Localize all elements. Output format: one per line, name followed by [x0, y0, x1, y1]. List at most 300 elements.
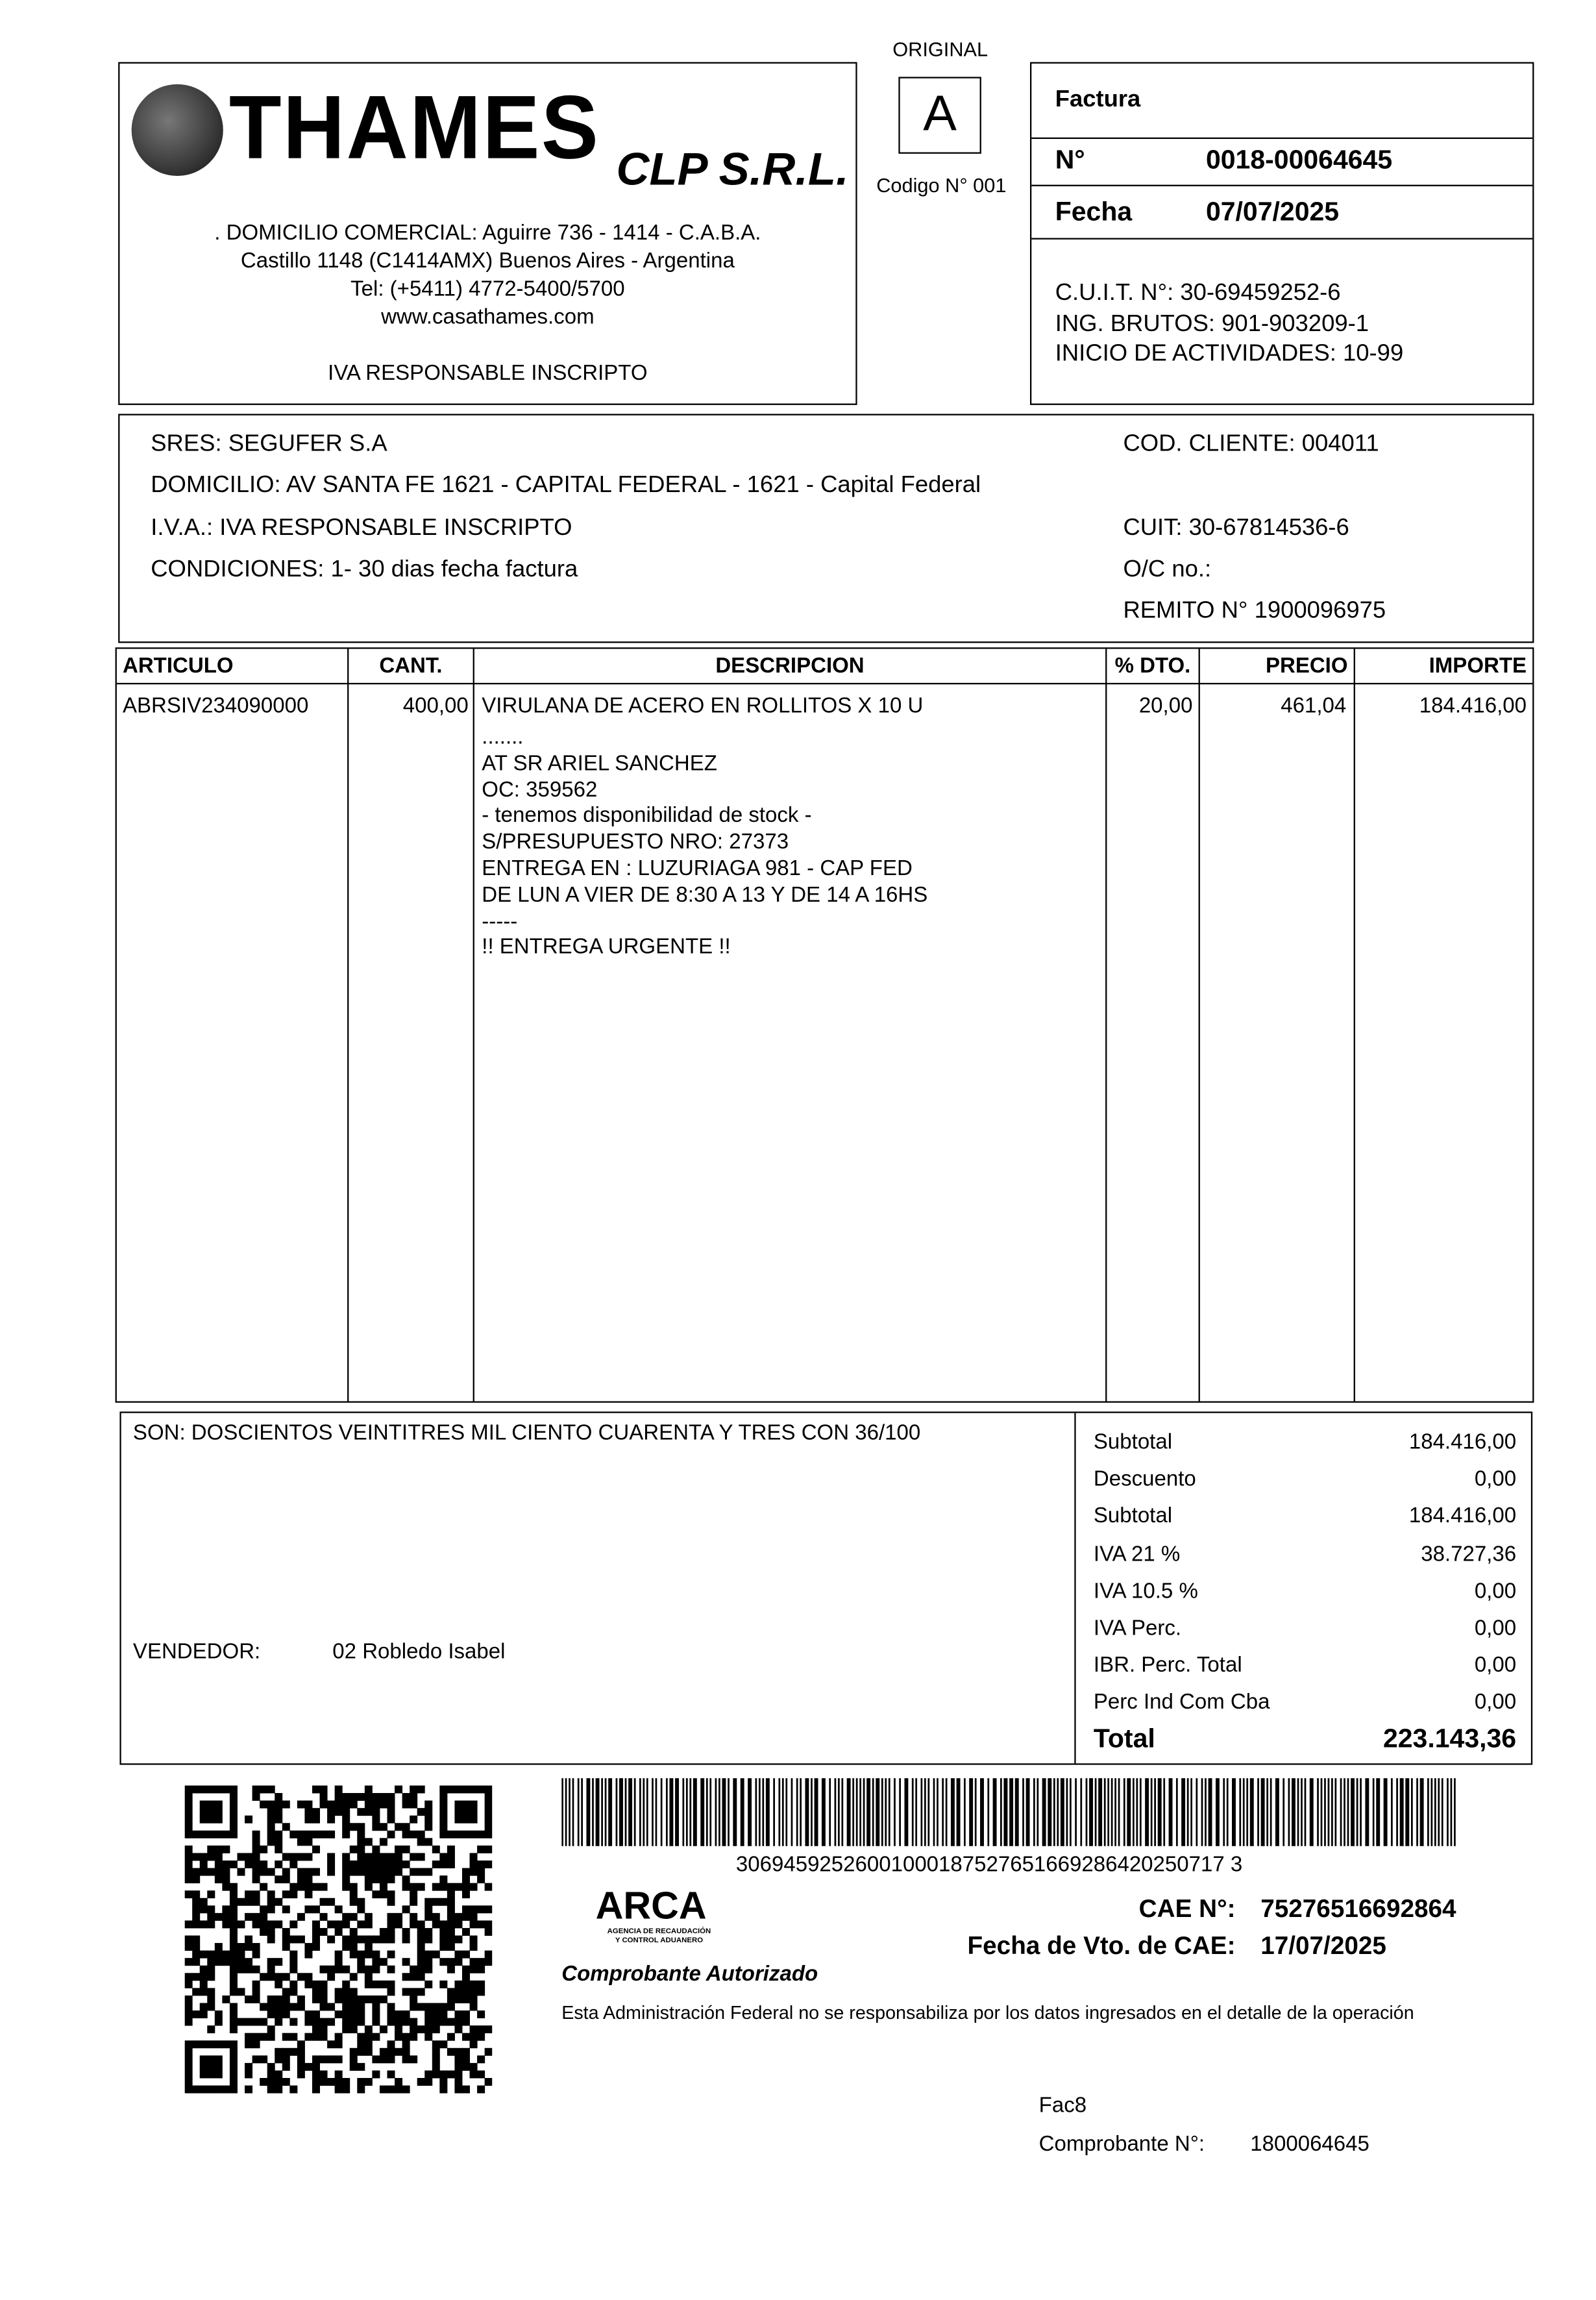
- qr-module: [230, 1861, 238, 1868]
- qr-module: [470, 1905, 478, 1913]
- qr-module: [304, 1853, 312, 1861]
- qr-module: [485, 1951, 493, 1959]
- qr-module: [350, 1973, 358, 1981]
- cell-cant: 400,00: [402, 695, 469, 719]
- qr-module: [185, 1808, 193, 1816]
- barcode-bar: [569, 1778, 571, 1846]
- qr-module: [342, 1861, 350, 1868]
- qr-module: [462, 2063, 470, 2071]
- qr-module: [357, 1846, 365, 1853]
- qr-module: [462, 2033, 470, 2041]
- qr-module: [462, 2018, 470, 2026]
- qr-module: [245, 2040, 252, 2048]
- qr-module: [327, 1898, 335, 1906]
- qr-module: [417, 1831, 425, 1838]
- totals-value: 184.416,00: [1408, 1505, 1517, 1529]
- qr-module: [402, 1958, 410, 1966]
- qr-module: [395, 1913, 402, 1921]
- qr-module: [485, 1823, 493, 1831]
- qr-module: [192, 1875, 200, 1883]
- qr-module: [372, 1981, 380, 1988]
- qr-module: [230, 1890, 238, 1898]
- qr-module: [424, 1905, 432, 1913]
- qr-module: [304, 2063, 312, 2071]
- barcode-bar: [1427, 1778, 1429, 1846]
- qr-module: [372, 1958, 380, 1966]
- qr-module: [222, 1958, 230, 1966]
- qr-module: [350, 1868, 358, 1876]
- totals-label: IBR. Perc. Total: [1093, 1654, 1242, 1678]
- barcode-bar: [748, 1778, 752, 1846]
- qr-module: [185, 1920, 193, 1928]
- barcode-bar: [1292, 1778, 1295, 1846]
- qr-module: [245, 2033, 252, 2041]
- qr-module: [222, 2040, 230, 2048]
- qr-module: [297, 2063, 305, 2071]
- qr-module: [424, 1936, 432, 1944]
- barcode-bar: [666, 1778, 668, 1846]
- qr-module: [342, 1920, 350, 1928]
- qr-module: [312, 2063, 320, 2071]
- barcode-bar: [1196, 1778, 1197, 1846]
- qr-module: [230, 1816, 238, 1824]
- qr-module: [342, 1853, 350, 1861]
- qr-module: [439, 2070, 447, 2078]
- barcode-bar: [847, 1778, 851, 1846]
- qr-module: [320, 1996, 328, 2003]
- qr-module: [402, 1831, 410, 1838]
- qr-module: [207, 2040, 215, 2048]
- qr-module: [335, 1988, 343, 1996]
- barcode-bar: [1365, 1778, 1369, 1846]
- qr-module: [454, 1785, 462, 1793]
- qr-module: [447, 1988, 455, 1996]
- qr-module: [215, 1808, 223, 1816]
- barcode-bar: [912, 1778, 914, 1846]
- qr-module: [320, 2018, 328, 2026]
- totals-label: IVA 10.5 %: [1093, 1579, 1198, 1604]
- qr-module: [252, 1981, 260, 1988]
- barcode-bar: [1048, 1778, 1051, 1846]
- qr-module: [342, 1883, 350, 1891]
- qr-module: [477, 1988, 485, 1996]
- qr-module: [462, 1973, 470, 1981]
- qr-module: [335, 2086, 343, 2094]
- qr-module: [470, 1883, 478, 1891]
- qr-module: [312, 1996, 320, 2003]
- qr-module: [237, 1943, 245, 1951]
- totals-value: 0,00: [1474, 1616, 1517, 1641]
- qr-module: [470, 1853, 478, 1861]
- barcode-bar: [1347, 1778, 1349, 1846]
- logo-text: THAMES: [228, 77, 600, 179]
- barcode-bar: [1442, 1778, 1443, 1846]
- qr-module: [304, 1831, 312, 1838]
- qr-module: [185, 1958, 193, 1966]
- qr-module: [200, 1801, 208, 1809]
- barcode-bar: [1009, 1778, 1013, 1846]
- qr-module: [304, 1981, 312, 1988]
- barcode-bar: [942, 1778, 944, 1846]
- barcode-bar: [894, 1778, 896, 1846]
- inicio-actividades: INICIO DE ACTIVIDADES: 10-99: [1055, 341, 1404, 367]
- qr-module: [424, 2070, 432, 2078]
- qr-module: [320, 2070, 328, 2078]
- qr-module: [327, 2003, 335, 2010]
- qr-module: [350, 2018, 358, 2026]
- qr-module: [335, 2040, 343, 2048]
- qr-module: [289, 1958, 297, 1966]
- qr-module: [275, 1898, 282, 1906]
- qr-module: [260, 1920, 267, 1928]
- qr-module: [222, 2086, 230, 2094]
- qr-module: [192, 1958, 200, 1966]
- qr-module: [432, 1951, 440, 1959]
- qr-module: [185, 1831, 193, 1838]
- qr-module: [439, 1785, 447, 1793]
- totals-value: 0,00: [1474, 1468, 1517, 1492]
- qr-module: [365, 1808, 373, 1816]
- qr-module: [215, 1943, 223, 1951]
- qr-module: [260, 2078, 267, 2086]
- qr-module: [260, 1801, 267, 1809]
- client-iva: I.V.A.: IVA RESPONSABLE INSCRIPTO: [151, 515, 572, 541]
- qr-module: [200, 2003, 208, 2010]
- qr-module: [470, 1981, 478, 1988]
- qr-module: [402, 1875, 410, 1883]
- barcode-bar: [643, 1778, 645, 1846]
- qr-module: [312, 2070, 320, 2078]
- qr-module: [260, 2033, 267, 2041]
- qr-module: [230, 1823, 238, 1831]
- qr-module: [372, 1996, 380, 2003]
- qr-module: [252, 2040, 260, 2048]
- qr-module: [282, 1890, 290, 1898]
- qr-module: [454, 1988, 462, 1996]
- qr-module: [372, 1816, 380, 1824]
- qr-module: [230, 1883, 238, 1891]
- barcode-bar: [951, 1778, 955, 1846]
- qr-module: [350, 1890, 358, 1898]
- qr-module: [327, 1853, 335, 1861]
- qr-module: [252, 1831, 260, 1838]
- qr-module: [222, 1883, 230, 1891]
- qr-module: [289, 1883, 297, 1891]
- qr-module: [342, 1816, 350, 1824]
- qr-module: [432, 2018, 440, 2026]
- barcode-bar: [815, 1778, 818, 1846]
- qr-module: [207, 1905, 215, 1913]
- qr-module: [380, 1801, 387, 1809]
- barcode-bar: [805, 1778, 809, 1846]
- qr-module: [327, 1868, 335, 1876]
- qr-module: [372, 1936, 380, 1944]
- qr-module: [222, 1913, 230, 1921]
- qr-module: [365, 1996, 373, 2003]
- qr-module: [320, 1883, 328, 1891]
- qr-module: [432, 1846, 440, 1853]
- qr-module: [289, 2086, 297, 2094]
- barcode-bar: [1118, 1778, 1120, 1846]
- qr-module: [380, 1868, 387, 1876]
- barcode-bar: [835, 1778, 837, 1846]
- qr-module: [410, 1793, 417, 1801]
- qr-module: [335, 1793, 343, 1801]
- qr-module: [342, 2018, 350, 2026]
- qr-module: [485, 1816, 493, 1824]
- qr-module: [365, 1883, 373, 1891]
- qr-module: [342, 1966, 350, 1973]
- qr-module: [470, 1785, 478, 1793]
- qr-module: [477, 2055, 485, 2063]
- barcode-bar: [1022, 1778, 1024, 1846]
- qr-module: [237, 1966, 245, 1973]
- qr-module: [454, 1951, 462, 1959]
- qr-module: [380, 1936, 387, 1944]
- remito: REMITO N° 1900096975: [1123, 599, 1386, 624]
- qr-module: [462, 2048, 470, 2056]
- qr-module: [215, 1861, 223, 1868]
- barcode-bar: [1376, 1778, 1380, 1846]
- barcode-bar: [969, 1778, 973, 1846]
- qr-module: [454, 1913, 462, 1921]
- barcode-bar: [1334, 1778, 1336, 1846]
- qr-module: [185, 1785, 193, 1793]
- barcode-bar: [762, 1778, 764, 1846]
- qr-module: [357, 2003, 365, 2010]
- qr-module: [395, 1853, 402, 1861]
- qr-module: [200, 1898, 208, 1906]
- qr-module: [417, 2003, 425, 2010]
- qr-module: [342, 1996, 350, 2003]
- qr-module: [230, 1905, 238, 1913]
- qr-module: [185, 1868, 193, 1876]
- qr-module: [207, 2003, 215, 2010]
- qr-module: [200, 1973, 208, 1981]
- qr-module: [260, 1846, 267, 1853]
- qr-module: [245, 1996, 252, 2003]
- barcode-bar: [1190, 1778, 1192, 1846]
- barcode-bar: [733, 1778, 737, 1846]
- qr-module: [267, 1816, 275, 1824]
- barcode-bar: [578, 1778, 580, 1846]
- qr-module: [185, 1853, 193, 1861]
- qr-module: [275, 2086, 282, 2094]
- qr-module: [320, 1831, 328, 1838]
- qr-module: [252, 1890, 260, 1898]
- barcode-bar: [872, 1778, 874, 1846]
- qr-module: [387, 1890, 395, 1898]
- address-line-1: . DOMICILIO COMERCIAL: Aguirre 736 - 1414 - C.A.B.A.: [214, 221, 761, 245]
- barcode-bar: [1123, 1778, 1125, 1846]
- qr-module: [192, 1853, 200, 1861]
- barcode-bar: [565, 1778, 567, 1846]
- qr-module: [275, 2018, 282, 2026]
- qr-module: [350, 2025, 358, 2033]
- qr-module: [380, 2025, 387, 2033]
- qr-module: [320, 1928, 328, 1936]
- qr-module: [237, 1951, 245, 1959]
- qr-module: [417, 1868, 425, 1876]
- qr-module: [342, 2010, 350, 2018]
- qr-module: [417, 1883, 425, 1891]
- qr-module: [267, 1898, 275, 1906]
- qr-module: [275, 1846, 282, 1853]
- qr-module: [395, 1785, 402, 1793]
- seller-name: 02 Robledo Isabel: [332, 1640, 506, 1664]
- qr-module: [365, 1981, 373, 1988]
- qr-module: [365, 1951, 373, 1959]
- barcode-bar: [1136, 1778, 1138, 1846]
- qr-module: [304, 1973, 312, 1981]
- qr-module: [485, 1928, 493, 1936]
- qr-module: [275, 2010, 282, 2018]
- qr-module: [439, 1943, 447, 1951]
- qr-module: [424, 2018, 432, 2026]
- qr-module: [462, 1868, 470, 1876]
- barcode-bar: [946, 1778, 948, 1846]
- qr-module: [470, 1913, 478, 1921]
- barcode-bar: [1205, 1778, 1207, 1846]
- totals-label: Descuento: [1093, 1468, 1196, 1492]
- qr-module: [372, 1868, 380, 1876]
- qr-module: [395, 2018, 402, 2026]
- qr-module: [200, 1861, 208, 1868]
- barcode-bar: [766, 1778, 770, 1846]
- qr-module: [192, 2010, 200, 2018]
- qr-module: [470, 2003, 478, 2010]
- qr-module: [297, 1801, 305, 1809]
- qr-module: [380, 1890, 387, 1898]
- qr-module: [289, 2048, 297, 2056]
- qr-module: [350, 2010, 358, 2018]
- barcode-bar: [1209, 1778, 1212, 1846]
- qr-module: [432, 1920, 440, 1928]
- qr-module: [327, 1966, 335, 1973]
- client-box: [118, 414, 1534, 643]
- qr-module: [304, 1905, 312, 1913]
- barcode-bar: [1080, 1778, 1082, 1846]
- barcode-bar: [975, 1778, 977, 1846]
- qr-module: [260, 2003, 267, 2010]
- note-line: S/PRESUPUESTO NRO: 27373: [482, 831, 789, 855]
- qr-module: [380, 2086, 387, 2094]
- qr-module: [222, 1846, 230, 1853]
- qr-module: [252, 1913, 260, 1921]
- qr-module: [245, 2086, 252, 2094]
- totals-label: Subtotal: [1093, 1431, 1173, 1455]
- qr-module: [282, 1988, 290, 1996]
- qr-module: [282, 2055, 290, 2063]
- barcode-bar: [1223, 1778, 1225, 1846]
- qr-module: [357, 1838, 365, 1846]
- qr-module: [252, 1898, 260, 1906]
- barcode-bar: [924, 1778, 926, 1846]
- qr-module: [372, 1853, 380, 1861]
- qr-module: [387, 1861, 395, 1868]
- qr-module: [192, 1973, 200, 1981]
- qr-module: [289, 1951, 297, 1959]
- barcode-bar: [1331, 1778, 1333, 1846]
- barcode-bar: [1033, 1778, 1035, 1846]
- qr-module: [477, 2025, 485, 2033]
- barcode-bar: [718, 1778, 720, 1846]
- qr-module: [462, 2055, 470, 2063]
- qr-module: [327, 2078, 335, 2086]
- qr-module: [185, 1943, 193, 1951]
- qr-module: [282, 1936, 290, 1944]
- qr-module: [365, 1861, 373, 1868]
- barcode-bar: [964, 1778, 966, 1846]
- qr-module: [207, 2070, 215, 2078]
- barcode-bar: [1283, 1778, 1284, 1846]
- qr-module: [237, 1898, 245, 1906]
- qr-module: [365, 1966, 373, 1973]
- qr-module: [222, 1996, 230, 2003]
- qr-module: [372, 2010, 380, 2018]
- qr-module: [252, 1943, 260, 1951]
- qr-module: [327, 1861, 335, 1868]
- qr-module: [470, 1988, 478, 1996]
- barcode-bar: [838, 1778, 840, 1846]
- barcode-bar: [1061, 1778, 1064, 1846]
- qr-module: [380, 1861, 387, 1868]
- qr-module: [289, 1966, 297, 1973]
- barcode-bar: [773, 1778, 775, 1846]
- qr-module: [312, 2033, 320, 2041]
- qr-module: [222, 1861, 230, 1868]
- qr-module: [372, 1801, 380, 1809]
- qr-module: [207, 1958, 215, 1966]
- barcode-bar: [1288, 1778, 1290, 1846]
- qr-module: [454, 1808, 462, 1816]
- qr-module: [447, 2003, 455, 2010]
- qr-module: [410, 1996, 417, 2003]
- qr-module: [267, 2070, 275, 2078]
- qr-module: [267, 1808, 275, 1816]
- barcode-bar: [586, 1778, 590, 1846]
- qr-module: [289, 1831, 297, 1838]
- qr-module: [289, 1853, 297, 1861]
- totals-row: [1094, 1648, 1516, 1685]
- barcode-bar: [904, 1778, 908, 1846]
- qr-module: [387, 2070, 395, 2078]
- qr-module: [470, 1943, 478, 1951]
- qr-module: [439, 1981, 447, 1988]
- qr-module: [312, 2078, 320, 2086]
- qr-module: [260, 1928, 267, 1936]
- qr-module: [410, 1920, 417, 1928]
- qr-module: [185, 2010, 193, 2018]
- qr-module: [192, 1913, 200, 1921]
- qr-module: [342, 1831, 350, 1838]
- qr-module: [447, 1853, 455, 1861]
- qr-module: [372, 2070, 380, 2078]
- address-line-2: Castillo 1148 (C1414AMX) Buenos Aires - Argentina: [240, 249, 735, 274]
- qr-module: [320, 1981, 328, 1988]
- qr-module: [462, 1988, 470, 1996]
- barcode-bar: [1373, 1778, 1375, 1846]
- qr-module: [275, 1831, 282, 1838]
- qr-module: [237, 1868, 245, 1876]
- qr-module: [185, 1861, 193, 1868]
- barcode-bar: [1261, 1778, 1265, 1846]
- qr-module: [230, 2025, 238, 2033]
- qr-module: [215, 2018, 223, 2026]
- qr-module: [312, 1943, 320, 1951]
- barcode-bar: [1070, 1778, 1072, 1846]
- qr-module: [447, 1890, 455, 1898]
